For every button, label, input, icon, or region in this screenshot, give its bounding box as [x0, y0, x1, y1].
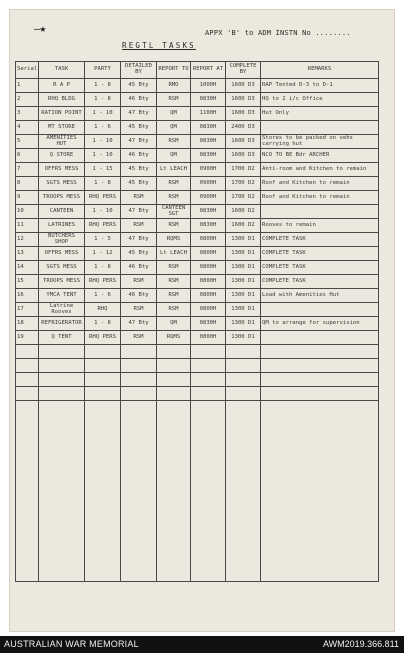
cell-task: YMCA TENT: [39, 289, 85, 303]
cell-report-at: 0900H: [191, 163, 226, 177]
cell-party: 1 - 10: [85, 149, 121, 163]
col-report-at: REPORT AT: [191, 62, 226, 79]
cell-remarks: [261, 121, 379, 135]
empty-row: [16, 373, 379, 387]
table-row: [16, 303, 379, 317]
cell-task: RHQ BLDG: [39, 93, 85, 107]
cell-report-at: 0830H: [191, 93, 226, 107]
col-party: PARTY: [85, 62, 121, 79]
table-row: [16, 233, 379, 247]
footer-source: AUSTRALIAN WAR MEMORIAL: [4, 639, 139, 649]
cell-report-to: RSM: [157, 289, 191, 303]
cell-complete-by: 1700 D2: [226, 177, 261, 191]
cell-complete-by: 1600 D3: [226, 149, 261, 163]
cell-detailed-by: 46 Bty: [121, 93, 157, 107]
header-mark: —★: [34, 22, 46, 35]
cell-serial: 14: [16, 261, 39, 275]
cell-remarks: Rooves to remain: [261, 219, 379, 233]
cell-detailed-by: 47 Bty: [121, 233, 157, 247]
cell-remarks: COMPLETE TASK: [261, 233, 379, 247]
empty-cell: [226, 401, 261, 582]
cell-serial: 9: [16, 191, 39, 205]
table-row: [16, 191, 379, 205]
empty-cell: [85, 373, 121, 387]
empty-cell: [261, 401, 379, 582]
empty-cell: [157, 401, 191, 582]
empty-cell: [121, 359, 157, 373]
cell-serial: 1: [16, 79, 39, 93]
empty-cell: [39, 387, 85, 401]
cell-party: 1 - 8: [85, 93, 121, 107]
cell-report-at: 0800H: [191, 233, 226, 247]
cell-remarks: HQ to 2 i/c Office: [261, 93, 379, 107]
empty-cell: [85, 401, 121, 582]
cell-report-to: RSM: [157, 93, 191, 107]
cell-report-to: RSM: [157, 275, 191, 289]
cell-detailed-by: 46 Bty: [121, 289, 157, 303]
cell-party: 1 - 5: [85, 233, 121, 247]
cell-remarks: [261, 205, 379, 219]
empty-cell: [261, 359, 379, 373]
cell-report-at: 0800H: [191, 289, 226, 303]
footer-accession: AWM2019.366.811: [322, 639, 399, 649]
cell-complete-by: 1300 D1: [226, 317, 261, 331]
cell-serial: 17: [16, 303, 39, 317]
cell-detailed-by: RSM: [121, 275, 157, 289]
cell-remarks: [261, 303, 379, 317]
empty-cell: [121, 345, 157, 359]
cell-complete-by: 1700 D2: [226, 163, 261, 177]
cell-complete-by: 1300 D1: [226, 303, 261, 317]
cell-report-at: 0830H: [191, 205, 226, 219]
cell-serial: 13: [16, 247, 39, 261]
empty-row: [16, 359, 379, 373]
cell-party: 1 - 6: [85, 121, 121, 135]
empty-cell: [16, 359, 39, 373]
empty-cell: [226, 387, 261, 401]
footer-bar: [0, 636, 404, 653]
cell-complete-by: 1300 D1: [226, 289, 261, 303]
cell-remarks: [261, 331, 379, 345]
cell-complete-by: 1600 D2: [226, 219, 261, 233]
cell-serial: 7: [16, 163, 39, 177]
table-row: [16, 247, 379, 261]
cell-detailed-by: 47 Bty: [121, 205, 157, 219]
cell-serial: 15: [16, 275, 39, 289]
cell-complete-by: 1600 D3: [226, 93, 261, 107]
cell-remarks: COMPLETE TASK: [261, 261, 379, 275]
document-title: REGTL TASKS: [122, 41, 196, 50]
cell-report-to: QM: [157, 107, 191, 121]
cell-task: LATRINES: [39, 219, 85, 233]
cell-remarks: Roof and Kitchen to remain: [261, 177, 379, 191]
cell-remarks: QM to arrange for supervision: [261, 317, 379, 331]
cell-report-to: RSM: [157, 303, 191, 317]
empty-cell: [191, 373, 226, 387]
cell-report-at: 0900H: [191, 177, 226, 191]
cell-detailed-by: 46 Bty: [121, 149, 157, 163]
cell-detailed-by: RSM: [121, 331, 157, 345]
cell-detailed-by: 47 Bty: [121, 317, 157, 331]
empty-cell: [16, 401, 39, 582]
cell-party: RHQ PERS: [85, 275, 121, 289]
cell-detailed-by: RSM: [121, 219, 157, 233]
cell-report-at: 0800H: [191, 275, 226, 289]
cell-complete-by: 1300 D1: [226, 247, 261, 261]
empty-cell: [191, 401, 226, 582]
cell-party: RHQ: [85, 303, 121, 317]
cell-party: 1 - 6: [85, 289, 121, 303]
cell-detailed-by: 45 Bty: [121, 79, 157, 93]
cell-serial: 18: [16, 317, 39, 331]
cell-report-to: CANTEEN SGT: [157, 205, 191, 219]
table-row: [16, 219, 379, 233]
cell-task: BUTCHERS SHOP: [39, 233, 85, 247]
cell-serial: 2: [16, 93, 39, 107]
col-task: TASK: [39, 62, 85, 79]
cell-report-at: 0830H: [191, 135, 226, 149]
cell-detailed-by: 45 Bty: [121, 163, 157, 177]
cell-serial: 5: [16, 135, 39, 149]
col-detailed-by: DETAILED BY: [121, 62, 157, 79]
empty-cell: [226, 345, 261, 359]
table-row: [16, 331, 379, 345]
empty-cell: [39, 401, 85, 582]
cell-party: RHQ PERS: [85, 219, 121, 233]
cell-task: OFFRS MESS: [39, 247, 85, 261]
empty-cell: [85, 387, 121, 401]
table-row: [16, 107, 379, 121]
cell-report-at: 0800H: [191, 247, 226, 261]
cell-serial: 3: [16, 107, 39, 121]
table-row: [16, 121, 379, 135]
cell-task: AMENITIES HUT: [39, 135, 85, 149]
table-row: [16, 177, 379, 191]
cell-report-at: 0800H: [191, 331, 226, 345]
cell-remarks: COMPLETE TASK: [261, 275, 379, 289]
cell-detailed-by: 45 Bty: [121, 177, 157, 191]
cell-report-to: Lt LEACH: [157, 247, 191, 261]
table-row: [16, 149, 379, 163]
cell-detailed-by: 45 Bty: [121, 247, 157, 261]
cell-report-to: RSM: [157, 219, 191, 233]
cell-report-at: 1000H: [191, 79, 226, 93]
cell-serial: 8: [16, 177, 39, 191]
table-row: [16, 289, 379, 303]
cell-report-to: RQMS: [157, 233, 191, 247]
empty-cell: [157, 387, 191, 401]
cell-report-at: 0830H: [191, 219, 226, 233]
col-complete-by: COMPLETE BY: [226, 62, 261, 79]
table-row: [16, 261, 379, 275]
cell-report-at: 0800H: [191, 303, 226, 317]
cell-serial: 16: [16, 289, 39, 303]
cell-serial: 12: [16, 233, 39, 247]
empty-cell: [39, 345, 85, 359]
cell-remarks: Hut Only: [261, 107, 379, 121]
appendix-reference: APPX 'B' to ADM INSTN No ........: [205, 29, 351, 37]
cell-report-to: RSM: [157, 177, 191, 191]
cell-complete-by: 1300 D1: [226, 275, 261, 289]
empty-cell: [16, 387, 39, 401]
cell-party: 1 - 10: [85, 107, 121, 121]
empty-cell: [261, 387, 379, 401]
cell-party: 1 - 8: [85, 177, 121, 191]
empty-cell: [39, 359, 85, 373]
cell-detailed-by: RSM: [121, 303, 157, 317]
cell-detailed-by: 47 Bty: [121, 135, 157, 149]
cell-task: Q STORE: [39, 149, 85, 163]
cell-task: Latrine Rooves: [39, 303, 85, 317]
empty-cell: [16, 345, 39, 359]
empty-cell: [39, 373, 85, 387]
table-row: [16, 205, 379, 219]
cell-report-at: 0830H: [191, 149, 226, 163]
col-report-to: REPORT TO: [157, 62, 191, 79]
cell-party: 1 - 15: [85, 163, 121, 177]
empty-cell: [121, 387, 157, 401]
empty-cell: [261, 345, 379, 359]
cell-report-to: RSM: [157, 261, 191, 275]
cell-complete-by: 1600 D2: [226, 205, 261, 219]
cell-remarks: Anti-room and Kitchen to remain: [261, 163, 379, 177]
cell-task: Q TENT: [39, 331, 85, 345]
table-row: [16, 135, 379, 149]
table-row: [16, 317, 379, 331]
table-row: [16, 163, 379, 177]
cell-party: 1 - 8: [85, 261, 121, 275]
cell-report-to: RSM: [157, 191, 191, 205]
cell-complete-by: 1700 D2: [226, 191, 261, 205]
cell-report-to: Lt LEACH: [157, 163, 191, 177]
cell-serial: 4: [16, 121, 39, 135]
cell-detailed-by: 47 Bty: [121, 107, 157, 121]
empty-cell: [121, 373, 157, 387]
cell-remarks: NCO TO BE Bdr ARCHER: [261, 149, 379, 163]
cell-remarks: COMPLETE TASK: [261, 247, 379, 261]
cell-task: SGTS MESS: [39, 177, 85, 191]
empty-cell: [191, 345, 226, 359]
empty-cell: [85, 359, 121, 373]
empty-cell: [157, 373, 191, 387]
cell-party: RHQ PERS: [85, 331, 121, 345]
cell-complete-by: 1600 D3: [226, 135, 261, 149]
cell-complete-by: 2400 D3: [226, 121, 261, 135]
cell-task: REFRIGERATOR: [39, 317, 85, 331]
col-remarks: REMARKS: [261, 62, 379, 79]
cell-serial: 19: [16, 331, 39, 345]
empty-cell: [226, 373, 261, 387]
cell-report-at: 0830H: [191, 317, 226, 331]
cell-task: TROOPS MESS: [39, 275, 85, 289]
cell-serial: 10: [16, 205, 39, 219]
cell-report-at: 0830H: [191, 121, 226, 135]
cell-detailed-by: 46 Bty: [121, 261, 157, 275]
cell-party: 1 - 12: [85, 247, 121, 261]
cell-task: CANTEEN: [39, 205, 85, 219]
cell-task: RATION POINT: [39, 107, 85, 121]
cell-complete-by: 1600 D3: [226, 79, 261, 93]
cell-complete-by: 1300 D1: [226, 233, 261, 247]
cell-report-to: QM: [157, 121, 191, 135]
empty-row: [16, 387, 379, 401]
empty-cell: [157, 345, 191, 359]
cell-task: MT STORE: [39, 121, 85, 135]
empty-cell: [226, 359, 261, 373]
cell-task: R A P: [39, 79, 85, 93]
cell-report-to: RSM: [157, 135, 191, 149]
cell-complete-by: 1300 D1: [226, 261, 261, 275]
empty-cell: [191, 387, 226, 401]
cell-remarks: Stores to be packed on vehs carrying hut: [261, 135, 379, 149]
cell-party: 1 - 10: [85, 205, 121, 219]
col-serial: Serial: [16, 62, 39, 79]
cell-complete-by: 1300 D1: [226, 331, 261, 345]
cell-report-to: QM: [157, 149, 191, 163]
cell-detailed-by: 45 Bty: [121, 121, 157, 135]
cell-detailed-by: RSM: [121, 191, 157, 205]
cell-serial: 11: [16, 219, 39, 233]
cell-remarks: Load with Amenities Hut: [261, 289, 379, 303]
cell-party: 1 - 10: [85, 135, 121, 149]
cell-task: TROOPS MESS: [39, 191, 85, 205]
empty-cell: [16, 373, 39, 387]
cell-remarks: RAP Tented D-3 to D-1: [261, 79, 379, 93]
empty-cell: [121, 401, 157, 582]
cell-report-to: QM: [157, 317, 191, 331]
cell-party: RHQ PERS: [85, 191, 121, 205]
cell-complete-by: 1600 D3: [226, 107, 261, 121]
empty-row: [16, 401, 379, 582]
empty-cell: [191, 359, 226, 373]
table-header-row: [16, 62, 379, 79]
cell-party: 1 - 8: [85, 317, 121, 331]
cell-task: OFFRS MESS: [39, 163, 85, 177]
cell-report-to: RQMS: [157, 331, 191, 345]
cell-party: 1 - 8: [85, 79, 121, 93]
cell-report-at: 0800H: [191, 261, 226, 275]
tasks-table: [15, 61, 379, 582]
cell-remarks: Roof and Kitchen to remain: [261, 191, 379, 205]
cell-task: SGTS MESS: [39, 261, 85, 275]
cell-serial: 6: [16, 149, 39, 163]
cell-report-at: 1100H: [191, 107, 226, 121]
table-row: [16, 79, 379, 93]
empty-cell: [261, 373, 379, 387]
empty-cell: [85, 345, 121, 359]
cell-report-to: RMO: [157, 79, 191, 93]
empty-row: [16, 345, 379, 359]
cell-report-at: 0900H: [191, 191, 226, 205]
table-row: [16, 275, 379, 289]
empty-cell: [157, 359, 191, 373]
table-row: [16, 93, 379, 107]
